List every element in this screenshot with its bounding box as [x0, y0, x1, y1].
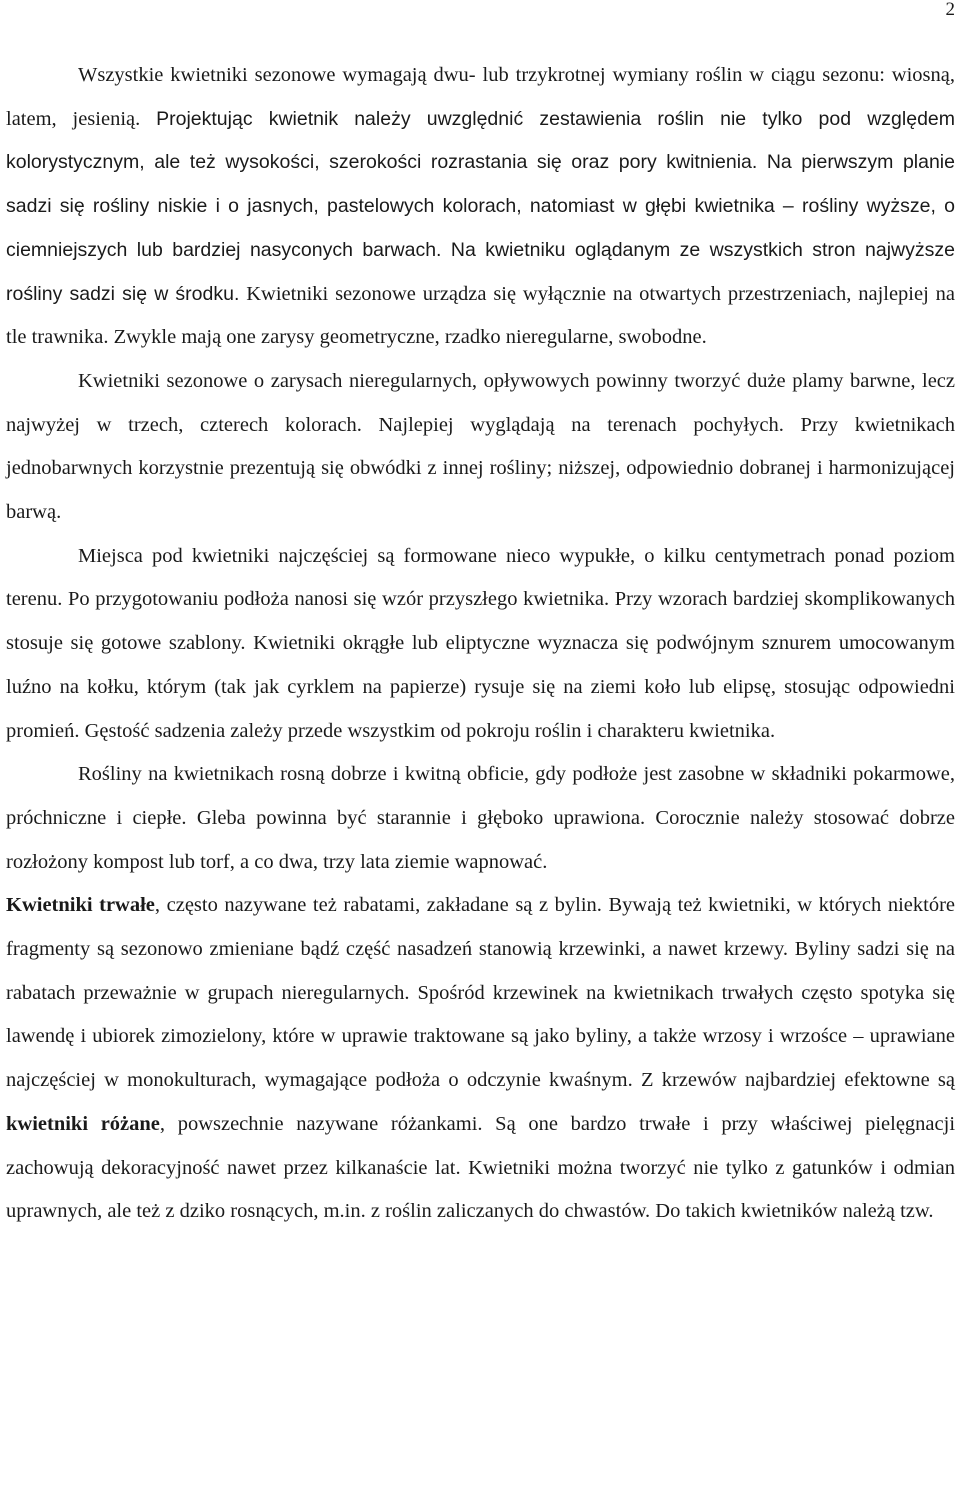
bold-term: Kwietniki trwałe: [6, 894, 155, 917]
document-body: [6, 54, 955, 1234]
paragraph-seasonal-beds: [6, 54, 955, 360]
paragraph-text: Projektując kwietnik należy uwzględnić zestawienia roślin nie tylko pod względem kolorystycznym, ale też wysokości, szerokości rozrastania się oraz pory kwitnienia. Na pierwszym planie sadzi się rośliny niskie i o jasnych, pastelowych kolorach, natomiast w głębi kwietnika – rośliny wyższe, o ciemniejszych lub bardziej nasyconych barwach. Na kwietniku oglądanym ze wszystkich stron najwyższe rośliny sadzi się w środku.: [6, 107, 955, 305]
paragraph-text: , często nazywane też rabatami, zakładane są z bylin. Bywają też kwietniki, w których niektóre fragmenty są sezonowo zmieniane bądź część nasadzeń stanowią krzewinki, a nawet krzewy. Byliny sadzi się na rabatach przeważnie w grupach nieregularnych. Spośród krzewinek na kwietnikach trwałych często spotyka się lawendę i ubiorek zimozielony, które w uprawie traktowane są jako byliny, a także wrzosy i wrzośce – uprawiane najczęściej w monokulturach, wymagające podłoża o odczynie kwaśnym. Z krzewów najbardziej efektowne są: [6, 894, 955, 1092]
bold-term: kwietniki różane: [6, 1112, 160, 1135]
paragraph-irregular-beds: Kwietniki sezonowe o zarysach nieregularnych, opływowych powinny tworzyć duże plamy barwne, lecz najwyżej w trzech, czterech kolorach. Najlepiej wyglądają na terenach pochyłych. Przy kwietnikach jednobarwnych korzystnie prezentują się obwódki z innej rośliny; niższej, odpowiednio dobranej i harmonizującej barwą.: [6, 369, 955, 524]
paragraph-bed-preparation: Miejsca pod kwietniki najczęściej są formowane nieco wypukłe, o kilku centymetrach ponad poziom terenu. Po przygotowaniu podłoża nanosi się wzór przyszłego kwietnika. Przy wzorach bardziej skomplikowanych stosuje się gotowe szablony. Kwietniki okrągłe lub eliptyczne wyznacza się podwójnym sznurem umocowanym luźno na kołku, którym (tak jak cyrklem na papierze) rysuje się na ziemi koło lub elipsę, stosując odpowiedni promień. Gęstość sadzenia zależy przede wszystkim od pokroju roślin i charakteru kwietnika.: [6, 544, 955, 742]
paragraph-perennial-beds: [6, 884, 955, 1234]
paragraph-text: Kwietniki sezonowe urządza się wyłącznie na otwartych przestrzeniach, najlepiej na tle trawnika. Zwykle mają one zarysy geometryczne, rzadko nieregularne, swobodne.: [6, 282, 955, 349]
paragraph-text: , powszechnie nazywane różankami. Są one bardzo trwałe i przy właściwej pielęgnacji zachowują dekoracyjność nawet przez kilkanaście lat. Kwietniki można tworzyć nie tylko z gatunków i odmian uprawnych, ale też z dziko rosnących, m.in. z roślin zaliczanych do chwastów. Do takich kwietników należą tzw.: [6, 1112, 956, 1223]
paragraph-soil: Rośliny na kwietnikach rosną dobrze i kwitną obficie, gdy podłoże jest zasobne w składniki pokarmowe, próchniczne i ciepłe. Gleba powinna być starannie i głęboko uprawiona. Corocznie należy stosować dobrze rozłożony kompost lub torf, a co dwa, trzy lata ziemie wapnować.: [6, 763, 955, 873]
page-number: 2: [945, 0, 955, 20]
paragraph-text: Wszystkie kwietniki sezonowe wymagają dwu- lub trzykrotnej wymiany roślin w ciągu sezonu: wiosną, latem, jesienią.: [6, 64, 955, 130]
